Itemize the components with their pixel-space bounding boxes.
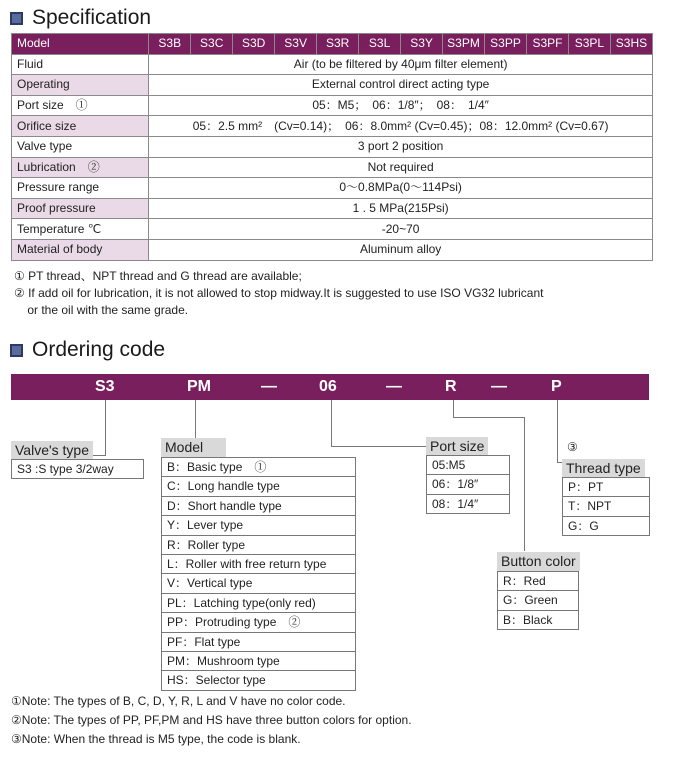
- spec-note: or the oil with the same grade.: [14, 303, 189, 317]
- specification-title: Specification: [32, 6, 152, 29]
- list-item: R：Red: [498, 572, 578, 591]
- ordering-code-heading: [10, 338, 165, 362]
- list-item: B：Basic type ①: [162, 458, 355, 477]
- list-item: C：Long handle type: [162, 477, 355, 496]
- list-item: T：NPT: [563, 497, 649, 516]
- header-model-cell: S3PL: [568, 34, 610, 55]
- table-row: [12, 219, 653, 240]
- list-item: G：Green: [498, 591, 578, 610]
- code-port: 06: [319, 378, 337, 395]
- row-label: Material of body: [12, 239, 149, 260]
- code-model: PM: [187, 378, 211, 395]
- connector-line: [195, 400, 196, 438]
- model-box: [161, 457, 356, 691]
- row-value: 05：M5； 06：1/8″； 08： 1/4″: [149, 95, 653, 116]
- valve-type-title: Valve's type: [11, 441, 93, 460]
- row-label: Valve type: [12, 136, 149, 157]
- table-row: [12, 157, 653, 178]
- table-row: [12, 178, 653, 199]
- row-value: 1 . 5 MPa(215Psi): [149, 198, 653, 219]
- header-model-cell: S3HS: [610, 34, 652, 55]
- code-color: R: [445, 378, 457, 395]
- header-model-cell: S3B: [149, 34, 191, 55]
- connector-line: [453, 400, 454, 417]
- list-item: Y：Lever type: [162, 516, 355, 535]
- row-value: Air (to be filtered by 40μm filter element): [149, 54, 653, 75]
- list-item: G：G: [568, 518, 599, 533]
- list-item: 06：1/8″: [427, 475, 509, 494]
- port-size-box: [426, 455, 510, 514]
- table-row: [12, 136, 653, 157]
- list-item: B：Black: [503, 612, 553, 627]
- row-value: Not required: [149, 157, 653, 178]
- row-label: Proof pressure: [12, 198, 149, 219]
- header-model-label: Model: [12, 34, 149, 55]
- row-value: 05：2.5 mm² (Cv=0.14)； 06：8.0mm² (Cv=0.45)；08：12.0mm² (Cv=0.67): [149, 116, 653, 137]
- code-dash: —: [491, 378, 507, 395]
- connector-line: [105, 400, 106, 455]
- header-model-cell: S3V: [275, 34, 317, 55]
- list-item: V：Vertical type: [162, 574, 355, 593]
- list-item: S3 :S type 3/2way: [17, 462, 114, 476]
- specification-table: [11, 33, 653, 261]
- specification-heading: [10, 6, 151, 30]
- button-color-box: [497, 571, 579, 630]
- model-title: Model: [161, 438, 226, 457]
- ordering-notes: [11, 692, 412, 749]
- spec-note: ① PT thread、NPT thread and G thread are available;: [14, 269, 302, 283]
- row-value: -20~70: [149, 219, 653, 240]
- table-header-row: [12, 34, 653, 55]
- table-row: [12, 75, 653, 96]
- row-value: 3 port 2 position: [149, 136, 653, 157]
- table-row: [12, 116, 653, 137]
- ordering-code-title: Ordering code: [32, 338, 166, 361]
- table-row: [12, 239, 653, 260]
- header-model-cell: S3D: [233, 34, 275, 55]
- square-bullet-icon: [10, 344, 23, 357]
- list-item: PP：Protruding type ②: [162, 613, 355, 632]
- connector-line: [557, 400, 558, 462]
- connector-line: [331, 400, 332, 446]
- list-item: L：Roller with free return type: [162, 555, 355, 574]
- code-series: S3: [95, 378, 115, 395]
- row-label: Temperature ℃: [12, 219, 149, 240]
- code-dash: —: [386, 378, 402, 395]
- header-model-cell: S3PF: [526, 34, 568, 55]
- list-item: D：Short handle type: [162, 497, 355, 516]
- thread-note-mark: ③: [567, 440, 578, 454]
- header-model-cell: S3Y: [401, 34, 443, 55]
- row-label: Orifice size: [12, 116, 149, 137]
- ordering-note: ①Note: The types of B, C, D, Y, R, L and V have no color code.: [11, 694, 346, 708]
- spec-note: ② If add oil for lubrication, it is not allowed to stop midway.It is suggested to use ISO VG32 lubricant: [14, 286, 544, 300]
- connector-line: [331, 446, 426, 447]
- thread-type-box: [562, 477, 650, 536]
- list-item: HS：Selector type: [167, 673, 266, 688]
- list-item: 08：1/4″: [432, 496, 479, 511]
- ordering-note: ③Note: When the thread is M5 type, the code is blank.: [11, 732, 301, 746]
- row-label: Operating: [12, 75, 149, 96]
- row-label: Lubrication ②: [12, 157, 149, 178]
- table-row: [12, 54, 653, 75]
- row-label: Port size ①: [12, 95, 149, 116]
- code-thread: P: [551, 378, 562, 395]
- list-item: R：Roller type: [162, 536, 355, 555]
- port-size-title: Port size: [426, 437, 488, 456]
- square-bullet-icon: [10, 12, 23, 25]
- header-model-cell: S3R: [317, 34, 359, 55]
- row-label: Fluid: [12, 54, 149, 75]
- list-item: PF：Flat type: [162, 633, 355, 652]
- list-item: 05:M5: [427, 456, 509, 475]
- button-color-title: Button color: [497, 552, 580, 571]
- connector-line: [453, 417, 525, 418]
- code-dash: —: [261, 378, 277, 395]
- ordering-note: ②Note: The types of PP, PF,PM and HS have three button colors for option.: [11, 713, 412, 727]
- row-value: Aluminum alloy: [149, 239, 653, 260]
- row-label: Pressure range: [12, 178, 149, 199]
- header-model-cell: S3L: [359, 34, 401, 55]
- spec-notes: [14, 268, 543, 319]
- valve-type-box: [11, 459, 144, 479]
- header-model-cell: S3PP: [485, 34, 527, 55]
- list-item: PM：Mushroom type: [162, 652, 355, 671]
- list-item: PL：Latching type(only red): [162, 594, 355, 613]
- row-value: 0～0.8MPa(0～114Psi): [149, 178, 653, 199]
- connector-line: [524, 417, 525, 551]
- table-row: [12, 198, 653, 219]
- row-value: External control direct acting type: [149, 75, 653, 96]
- header-model-cell: S3C: [191, 34, 233, 55]
- ordering-code-bar: [11, 374, 649, 400]
- table-row: [12, 95, 653, 116]
- header-model-cell: S3PM: [443, 34, 485, 55]
- thread-type-title: Thread type: [562, 459, 645, 478]
- list-item: P：PT: [563, 478, 649, 497]
